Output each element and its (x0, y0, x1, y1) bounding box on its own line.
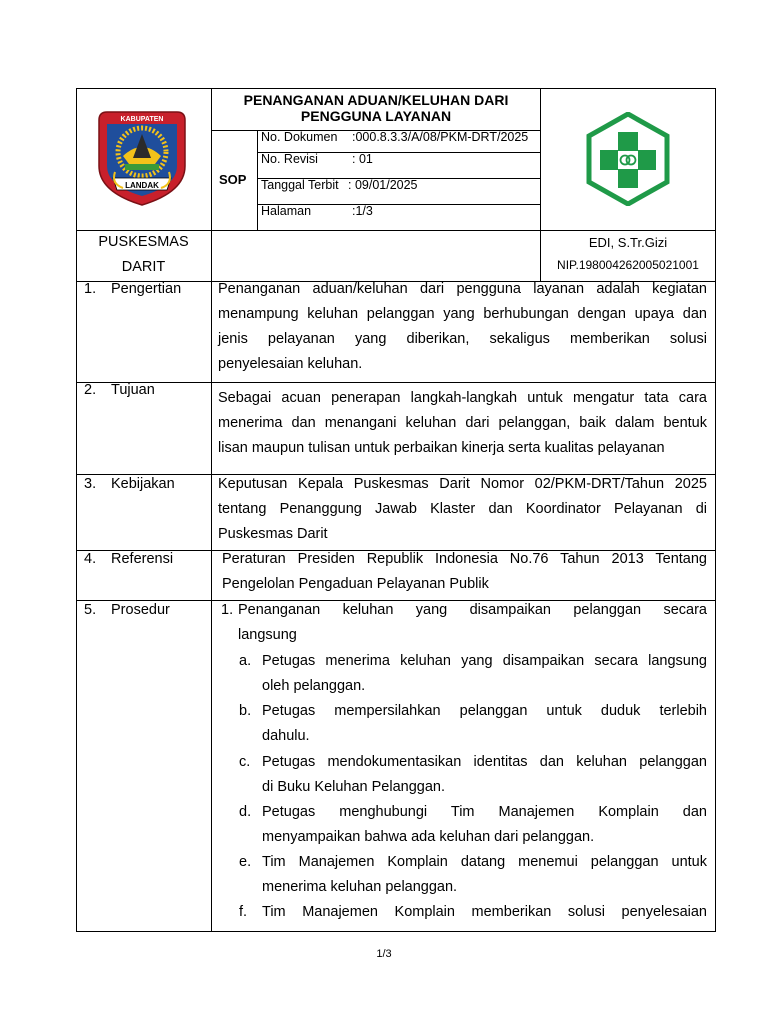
kabupaten-landak-logo (93, 108, 191, 208)
svg-text:LANDAK: LANDAK (125, 181, 159, 190)
svg-text:KABUPATEN: KABUPATEN (120, 116, 164, 123)
step-line: Tim Manajemen Komplain memberikan solusi penyelesaian (262, 904, 707, 920)
procedure-number: 1. (221, 602, 234, 618)
revision-label: No. Revisi (261, 152, 318, 166)
doc-number-label: No. Dokumen (261, 130, 338, 144)
section-number: 1. (84, 281, 97, 297)
step-line: Petugas mendokumentasikan identitas dan keluhan pelanggan (262, 754, 707, 770)
section-title-pengertian: Pengertian (111, 281, 182, 297)
signer-name: EDI, S.Tr.Gizi (588, 235, 668, 250)
section-number: 2. (84, 382, 97, 398)
step-letter: f. (239, 904, 248, 920)
section-title-prosedur: Prosedur (111, 602, 170, 618)
doc-number-value: :000.8.3.3/A/08/PKM-DRT/2025 (352, 130, 529, 144)
section-line: penyelesaian keluhan. (218, 356, 363, 372)
document-title-line2: PENGGUNA LAYANAN (300, 108, 452, 124)
section-title-tujuan: Tujuan (111, 382, 155, 398)
section-line: lisan maupun tulisan untuk perbaikan kinerja serta kualitas pelayanan (218, 440, 665, 456)
procedure-line: langsung (238, 627, 297, 643)
step-line: Petugas menerima keluhan yang disampaikan secara langsung (262, 653, 707, 669)
section-line: tentang Penanggung Jawab Klaster dan Koordinator Pelayanan di (218, 501, 707, 517)
step-letter: b. (239, 703, 252, 719)
step-line: Petugas menghubungi Tim Manajemen Komplain dan (262, 804, 707, 820)
signer-block (540, 232, 716, 276)
section-title-referensi: Referensi (111, 551, 174, 567)
step-letter: e. (239, 854, 252, 870)
signer-nip: NIP.198004262005021001 (557, 258, 699, 272)
section-line: Puskesmas Darit (218, 526, 328, 542)
section-number: 3. (84, 476, 97, 492)
section-line: menerima dan menangani keluhan dari pelanggan, baik dalam bentuk (218, 415, 707, 431)
document-title-line1: PENANGANAN ADUAN/KELUHAN DARI (243, 92, 509, 108)
sop-label: SOP (219, 172, 247, 187)
section-line: Keputusan Kepala Puskesmas Darit Nomor 02/PKM-DRT/Tahun 2025 (218, 476, 707, 492)
puskesmas-logo (583, 112, 673, 206)
section-line: jenis pelayanan yang diberikan, sekaligus memberikan solusi (218, 331, 707, 347)
issue-date-value: : 09/01/2025 (348, 178, 418, 192)
page-value: :1/3 (352, 204, 373, 218)
procedure-line: Penanganan keluhan yang disampaikan pelanggan secara (238, 602, 707, 618)
section-line: Pengelolan Pengaduan Pelayanan Publik (222, 576, 489, 592)
step-line: menyampaikan bahwa ada keluhan dari pelanggan. (262, 829, 595, 845)
step-line: di Buku Keluhan Pelanggan. (262, 779, 446, 795)
step-line: Tim Manajemen Komplain datang menemui pelanggan untuk (262, 854, 707, 870)
step-line: oleh pelanggan. (262, 678, 366, 694)
step-line: Petugas mempersilahkan pelanggan untuk duduk terlebih (262, 703, 707, 719)
organization-name-line2: DARIT (121, 259, 166, 275)
issue-date-label: Tanggal Terbit (261, 178, 339, 192)
page-number: 1/3 (376, 948, 392, 960)
divider (257, 130, 258, 230)
step-letter: d. (239, 804, 252, 820)
revision-value: : 01 (352, 152, 373, 166)
section-title-kebijakan: Kebijakan (111, 476, 175, 492)
step-line: menerima keluhan pelanggan. (262, 879, 458, 895)
organization-name-line1: PUSKESMAS (98, 234, 189, 250)
page-label: Halaman (261, 204, 312, 218)
section-line: Penanganan aduan/keluhan dari pengguna layanan adalah kegiatan (218, 281, 707, 297)
section-number: 4. (84, 551, 97, 567)
organization-name (76, 230, 211, 280)
section-line: Peraturan Presiden Republik Indonesia No.76 Tahun 2013 Tentang (222, 551, 707, 567)
divider (76, 382, 716, 383)
section-line: Sebagai acuan penerapan langkah-langkah untuk mengatur tata cara (218, 390, 707, 406)
step-letter: c. (239, 754, 251, 770)
section-line: menampung keluhan pelanggan yang berhubungan dengan upaya dan (218, 306, 707, 322)
document-title (212, 92, 540, 124)
step-letter: a. (239, 653, 252, 669)
step-line: dahulu. (262, 728, 310, 744)
divider (211, 88, 212, 932)
section-number: 5. (84, 602, 97, 618)
